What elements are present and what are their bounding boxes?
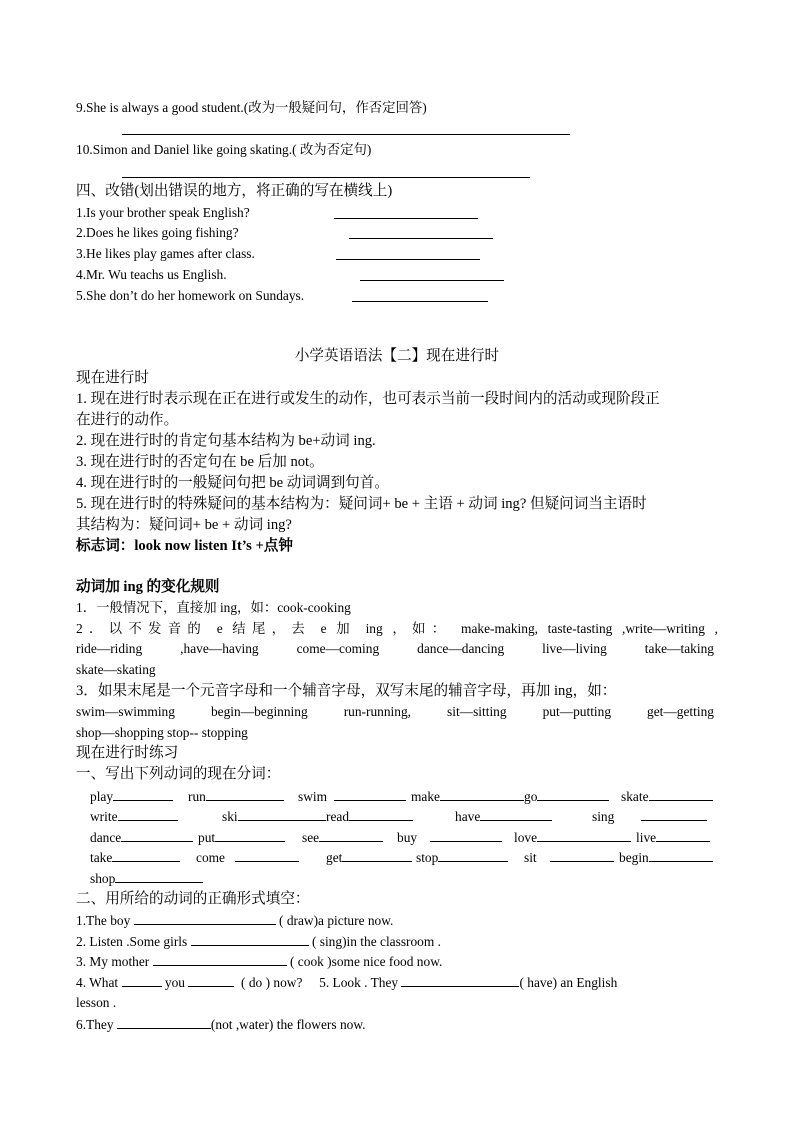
sentence-text: (not ,water) the flowers now. — [210, 1017, 366, 1032]
example-word: ride—riding — [76, 641, 143, 656]
answer-line[interactable] — [349, 238, 493, 239]
answer-blank[interactable] — [121, 828, 193, 842]
verb-label: write — [90, 809, 118, 824]
verb-make — [411, 787, 524, 806]
verb-begin — [619, 848, 713, 867]
verb-run — [188, 787, 284, 806]
answer-line[interactable] — [352, 301, 488, 302]
verb-come — [196, 848, 299, 867]
verb-label: come — [196, 850, 225, 865]
verb-sit — [524, 848, 614, 867]
answer-blank[interactable] — [117, 1015, 211, 1029]
verb-shop — [90, 869, 203, 888]
verb-label: ski — [222, 809, 238, 824]
text-fragment: e — [320, 621, 327, 636]
correction-item-1: 1.Is your brother speak English? — [76, 205, 250, 220]
verb-label: love — [514, 830, 538, 845]
sentence-text: ( draw)a picture now. — [279, 913, 394, 928]
text-fragment: e — [216, 621, 223, 636]
answer-blank[interactable] — [215, 828, 285, 842]
answer-blank[interactable] — [550, 848, 614, 862]
correction-item-4: 4.Mr. Wu teachs us English. — [76, 267, 227, 282]
example-word: swim—swimming — [76, 704, 175, 719]
verb-get — [326, 848, 412, 867]
answer-line[interactable] — [122, 134, 570, 135]
answer-blank[interactable] — [401, 973, 519, 987]
example-word: come—coming — [296, 641, 380, 656]
rule-4: 4. 现在进行时的一般疑问句把 be 动词调到句首。 — [76, 475, 389, 491]
verb-label: play — [90, 789, 114, 804]
verb-go — [524, 787, 609, 806]
verb-label: sit — [524, 850, 537, 865]
text-fragment: ing — [365, 621, 383, 636]
ing-rule-3-line-1: 3．如果末尾是一个元音字母和一个辅音字母，双写末尾的辅音字母，再加 ing，如： — [76, 683, 617, 699]
practice-title: 现在进行时练习 — [76, 745, 179, 761]
example-word: dance—dancing — [417, 641, 505, 656]
verb-take — [90, 848, 180, 867]
rule-5-line-2: 其结构为：疑问词+ be + 动词 ing? — [76, 517, 292, 533]
lesson-title: 小学英语语法【二】现在进行时 — [294, 348, 500, 364]
ing-rule-3-line-3: shop—shopping stop-- stopping — [76, 725, 248, 740]
text-fragment: ,write—writing — [622, 621, 705, 636]
verb-sing — [592, 807, 707, 826]
verb-skate — [621, 787, 713, 806]
verb-buy — [397, 828, 502, 847]
ing-rule-2-line-2 — [76, 640, 714, 658]
verb-read — [326, 807, 413, 826]
rule-1-line-2: 在进行的动作。 — [76, 412, 179, 428]
sentence-text: ( do ) now? — [241, 975, 303, 990]
fill-sentence-2 — [76, 932, 441, 951]
correction-item-2: 2.Does he likes going fishing? — [76, 225, 239, 240]
signal-words: 标志词：look now listen It’s +点钟 — [76, 538, 293, 554]
verb-label: shop — [90, 871, 116, 886]
answer-line[interactable] — [360, 280, 504, 281]
ing-rule-2-line-1 — [76, 620, 718, 638]
sentence-text: you — [164, 975, 185, 990]
answer-blank[interactable] — [113, 787, 173, 801]
text-fragment: 加 — [336, 621, 356, 636]
answer-blank[interactable] — [134, 911, 276, 925]
verb-dance — [90, 828, 193, 847]
sentence-text: ( sing)in the classroom . — [311, 934, 441, 949]
verb-label: put — [198, 830, 216, 845]
correction-item-5: 5.She don’t do her homework on Sundays. — [76, 288, 305, 303]
answer-line[interactable] — [122, 177, 530, 178]
lesson-subtitle: 现在进行时 — [76, 370, 149, 386]
verb-write — [90, 807, 178, 826]
verb-ski — [222, 807, 326, 826]
verb-see — [302, 828, 383, 847]
verb-label: sing — [592, 809, 615, 824]
verb-label: skate — [621, 789, 649, 804]
answer-blank[interactable] — [112, 848, 180, 862]
example-word: put—putting — [542, 704, 612, 719]
sentence-text: 2. Listen .Some girls — [76, 934, 188, 949]
text-fragment: 2．以不发音的 — [76, 621, 208, 636]
answer-blank[interactable] — [206, 787, 284, 801]
verb-put — [198, 828, 285, 847]
practice-q1-heading: 一、写出下列动词的现在分词： — [76, 766, 281, 782]
verb-label: get — [326, 850, 343, 865]
fill-sentence-3 — [76, 952, 442, 971]
answer-blank[interactable] — [440, 787, 524, 801]
answer-blank[interactable] — [649, 848, 713, 862]
answer-blank[interactable] — [649, 787, 713, 801]
example-word: run-running, — [343, 704, 412, 719]
verb-label: read — [326, 809, 350, 824]
rule-1-line-1: 1. 现在进行时表示现在正在进行或发生的动作，也可表示当前一段时间内的活动或现阶段正 — [76, 391, 660, 407]
correction-item-3: 3.He likes play games after class. — [76, 246, 255, 261]
verb-love — [514, 828, 631, 847]
verb-label: go — [524, 789, 538, 804]
sentence-text: 4. What — [76, 975, 119, 990]
sentence-text: 5. Look . They — [319, 975, 399, 990]
text-fragment: 结尾，去 — [232, 621, 312, 636]
ing-rule-1: 1．一般情况下，直接加 ing，如：cook-cooking — [76, 600, 351, 615]
ing-rule-3-line-2 — [76, 703, 714, 721]
rule-3: 3. 现在进行时的否定句在 be 后加 not。 — [76, 454, 324, 470]
verb-label: have — [455, 809, 481, 824]
text-fragment: ，如： — [392, 621, 452, 636]
ing-rule-2-line-3: skate—skating — [76, 662, 156, 677]
verb-label: buy — [397, 830, 418, 845]
verb-label: see — [302, 830, 320, 845]
answer-blank[interactable] — [430, 828, 502, 842]
fill-sentence-1 — [76, 911, 393, 930]
example-word: sit—sitting — [447, 704, 507, 719]
answer-line[interactable] — [336, 259, 480, 260]
sentence-text: 1.The boy — [76, 913, 131, 928]
example-word: take—taking — [644, 641, 714, 656]
answer-blank[interactable] — [238, 807, 326, 821]
rule-5-line-1: 5. 现在进行时的特殊疑问的基本结构为：疑问词+ be + 主语 + 动词 ing? 但疑问词当主语时 — [76, 496, 647, 512]
fill-sentence-6 — [76, 1015, 365, 1034]
sentence-text: ( cook )some nice food now. — [290, 954, 443, 969]
text-fragment: taste-tasting — [547, 621, 613, 636]
practice-q2-heading: 二、用所给的动词的正确形式填空： — [76, 891, 310, 907]
fill-sentence-4-5 — [76, 973, 617, 992]
sentence-text: ( have) an English — [519, 975, 618, 990]
answer-blank[interactable] — [191, 932, 309, 946]
verb-label: run — [188, 789, 206, 804]
answer-blank[interactable] — [188, 973, 234, 987]
sentence-text: 3. My mother — [76, 954, 150, 969]
example-word: live—living — [542, 641, 607, 656]
answer-blank[interactable] — [319, 828, 383, 842]
verb-live — [636, 828, 710, 847]
question-10: 10.Simon and Daniel like going skating.( 改为否定句) — [76, 142, 372, 157]
answer-blank[interactable] — [235, 848, 299, 862]
section-heading-correction: 四、改错(划出错误的地方，将正确的写在横线上) — [76, 183, 393, 199]
answer-blank[interactable] — [537, 828, 631, 842]
answer-blank[interactable] — [537, 787, 609, 801]
answer-blank[interactable] — [334, 787, 406, 801]
answer-line[interactable] — [334, 218, 478, 219]
answer-blank[interactable] — [153, 952, 287, 966]
verb-play — [90, 787, 173, 806]
sentence-text: 6.They — [76, 1017, 114, 1032]
verb-stop — [416, 848, 508, 867]
text-fragment: , — [714, 621, 718, 636]
verb-label: begin — [619, 850, 649, 865]
answer-blank[interactable] — [656, 828, 710, 842]
verb-label: live — [636, 830, 657, 845]
example-word: begin—beginning — [210, 704, 308, 719]
verb-label: take — [90, 850, 113, 865]
verb-have — [455, 807, 552, 826]
verb-label: swim — [298, 789, 328, 804]
answer-blank[interactable] — [118, 807, 178, 821]
answer-blank[interactable] — [480, 807, 552, 821]
answer-blank[interactable] — [438, 848, 508, 862]
question-9: 9.She is always a good student.(改为一般疑问句，作否定回答) — [76, 100, 427, 115]
fill-sentence-5-cont: lesson . — [76, 995, 117, 1010]
answer-blank[interactable] — [115, 869, 203, 883]
verb-label: make — [411, 789, 440, 804]
answer-blank[interactable] — [641, 807, 707, 821]
answer-blank[interactable] — [349, 807, 413, 821]
example-word: get—getting — [647, 704, 714, 719]
verb-swim — [298, 787, 406, 806]
verb-label: stop — [416, 850, 439, 865]
answer-blank[interactable] — [122, 973, 162, 987]
text-fragment: make-making, — [461, 621, 539, 636]
ing-rules-heading: 动词加 ing 的变化规则 — [76, 579, 220, 595]
example-word: ,have—having — [180, 641, 259, 656]
rule-2: 2. 现在进行时的肯定句基本结构为 be+动词 ing. — [76, 433, 376, 449]
verb-label: dance — [90, 830, 122, 845]
answer-blank[interactable] — [342, 848, 412, 862]
